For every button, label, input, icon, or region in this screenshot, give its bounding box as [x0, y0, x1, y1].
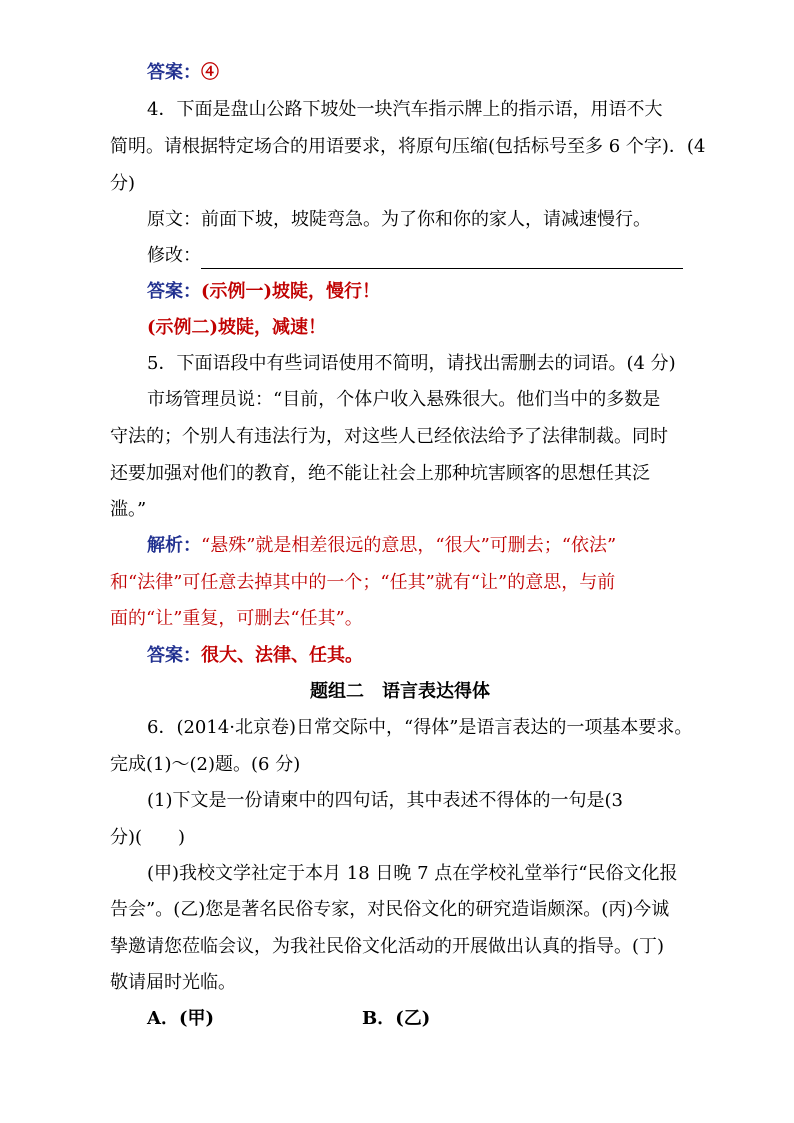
q5-passage-line-4: 滥。”	[110, 499, 147, 520]
answer-label: 答案：	[147, 281, 201, 302]
option-a[interactable]	[147, 1006, 214, 1032]
analysis-label: 解析：	[147, 535, 201, 556]
q6-passage-line-4: 敬请届时光临。	[110, 972, 236, 993]
option-text: (甲)	[178, 1008, 215, 1029]
answer-label: 答案：	[147, 645, 201, 666]
section-title: 题组二 语言表达得体	[310, 681, 490, 702]
q5-passage-line-3: 还要加强对他们的教育，绝不能让社会上那种坑害顾客的思想任其泛	[110, 463, 650, 484]
option-b[interactable]	[362, 1006, 430, 1032]
q5-stem: 5．下面语段中有些词语使用不简明，请找出需删去的词语。(4 分)	[147, 353, 676, 374]
q6-stem-line-1: 6．(2014·北京卷)日常交际中，“得体”是语言表达的一项基本要求。	[147, 717, 693, 738]
q6-passage-line-2: 告会”。(乙)您是著名民俗专家，对民俗文化的研究造诣颇深。(丙)今诚	[110, 899, 670, 920]
q4-original	[147, 207, 692, 233]
q6-sub1-line-2: 分)( )	[110, 827, 186, 848]
q6-stem-line-2: 完成(1)～(2)题。(6 分)	[110, 754, 301, 775]
answer-example-1: (示例一)坡陡，慢行！	[201, 281, 381, 302]
q4-stem-line-3: 分)	[110, 173, 136, 194]
q4-revise	[147, 243, 692, 269]
q3-answer	[147, 60, 692, 86]
revise-blank	[201, 248, 683, 269]
answer-label: 答案：	[147, 62, 201, 83]
q6-passage-line-1: (甲)我校文学社定于本月 18 日晚 7 点在学校礼堂举行“民俗文化报	[147, 863, 678, 884]
q5-analysis-line-1	[147, 533, 692, 559]
q4-answer-2: (示例二)坡陡，减速！	[147, 317, 327, 338]
option-key: B．	[362, 1008, 396, 1029]
original-label: 原文：	[147, 209, 201, 230]
q4-stem-line-2: 简明。请根据特定场合的用语要求，将原句压缩(包括标号至多 6 个字)．(4	[110, 136, 706, 157]
q5-analysis-line-2: 和“法律”可任意去掉其中的一个；“任其”就有“让”的意思，与前	[110, 572, 616, 593]
original-text: 前面下坡，坡陡弯急。为了你和你的家人，请减速慢行。	[201, 209, 651, 230]
answer-value: ④	[201, 62, 219, 83]
answer-text: 很大、法律、任其。	[201, 645, 363, 666]
q5-answer	[147, 643, 692, 669]
q5-passage-line-2: 守法的；个别人有违法行为，对这些人已经依法给予了法律制裁。同时	[110, 426, 668, 447]
q6-passage-line-3: 挚邀请您莅临会议，为我社民俗文化活动的开展做出认真的指导。(丁)	[110, 936, 665, 957]
q6-sub1-line-1: (1)下文是一份请柬中的四句话，其中表述不得体的一句是(3	[147, 790, 623, 811]
option-key: A．	[147, 1008, 179, 1029]
q5-analysis-line-3: 面的“让”重复，可删去“任其”。	[110, 608, 363, 629]
q4-answer-1	[147, 279, 692, 305]
revise-label: 修改：	[147, 245, 201, 266]
q5-passage-line-1: 市场管理员说：“目前，个体户收入悬殊很大。他们当中的多数是	[147, 389, 661, 410]
option-text: (乙)	[395, 1008, 431, 1029]
q4-stem-line-1: 4．下面是盘山公路下坡处一块汽车指示牌上的指示语，用语不大	[147, 99, 663, 120]
analysis-text: “悬殊”就是相差很远的意思，“很大”可删去；“依法”	[201, 535, 617, 556]
